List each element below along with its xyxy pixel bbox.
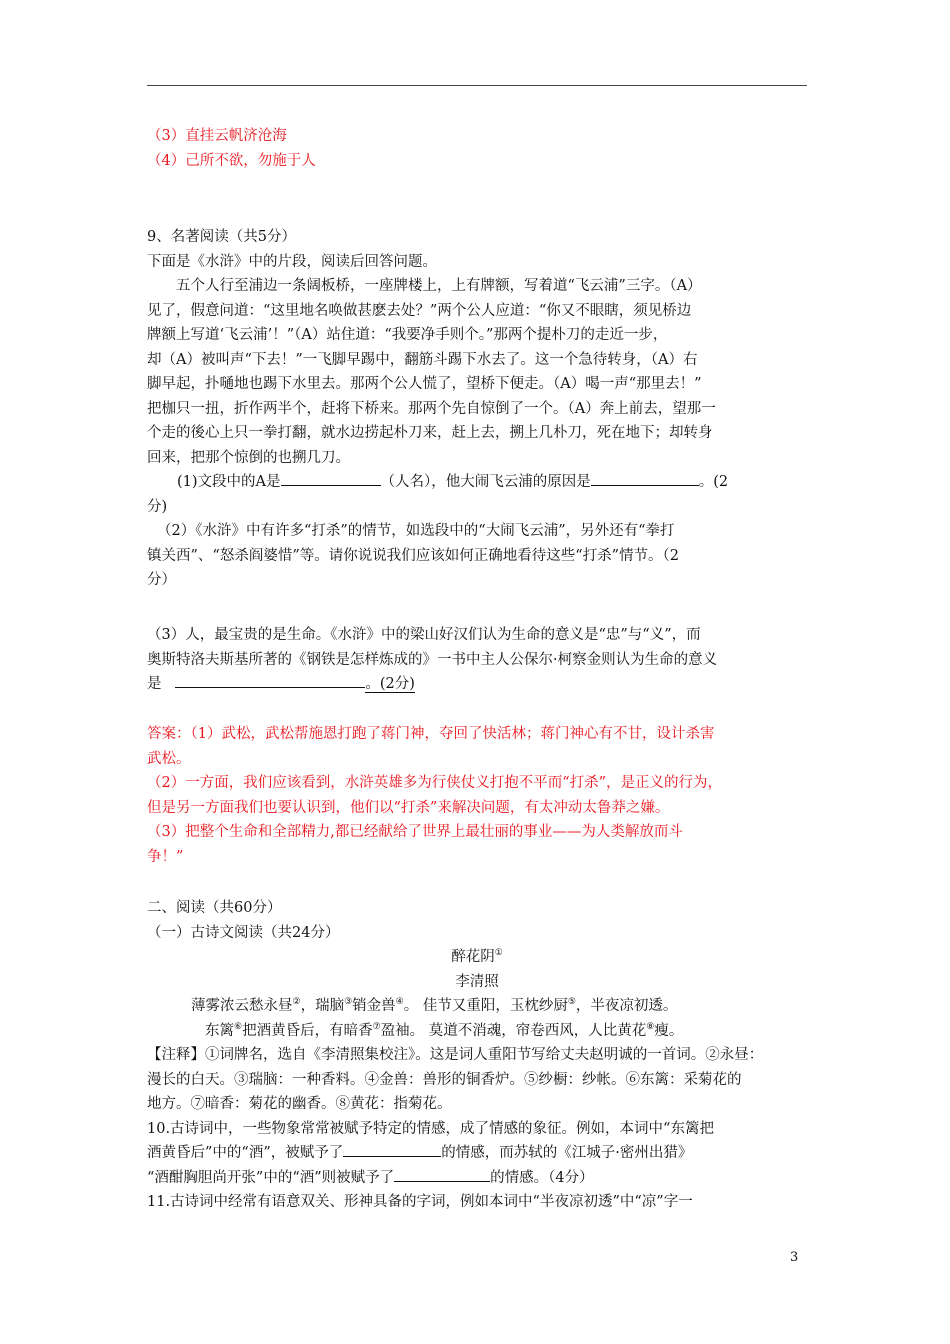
- answer-blank[interactable]: [343, 1142, 441, 1157]
- q9-passage-line: 五个人行至浦边一条阔板桥，一座牌楼上，上有牌额，写着道“飞云浦”三字。（A）: [176, 278, 702, 294]
- answer-line: 武松。: [147, 750, 191, 767]
- q9-passage-line: 见了，假意问道：“这里地名唤做甚麽去处？”两个公人应道：“你又不眼瞎，须见桥边: [147, 302, 692, 319]
- answer-blank[interactable]: [394, 1167, 490, 1182]
- poem-text: ，瑞脑: [300, 998, 345, 1014]
- question-9: [147, 225, 807, 593]
- poem-text: 销金兽: [352, 998, 396, 1014]
- poem-text: 薄雾浓云愁永昼: [191, 998, 293, 1014]
- q9-sub3-text: 。(2分): [365, 676, 415, 692]
- q9-answers: [147, 722, 807, 869]
- q10-text: “酒酣胸胆尚开张”中的“酒”则被赋予了: [147, 1169, 395, 1186]
- footnote-mark: ⑦: [372, 1021, 381, 1032]
- page-number: 3: [790, 1250, 799, 1265]
- poem-text: ，半夜凉初透。: [575, 998, 678, 1014]
- footnote-mark: ⑤: [567, 997, 576, 1008]
- answer-blank[interactable]: [281, 471, 381, 486]
- footnote-mark: ②: [292, 997, 301, 1008]
- answer-line: 争！”: [147, 848, 184, 865]
- poem-line-1: [147, 994, 807, 1019]
- q9-sub3-text: 是: [147, 676, 162, 692]
- q9-sub2: [147, 519, 807, 593]
- q9-sub2-line: 镇关西”、“怒杀阎婆惜”等。请你说说我们应该如何正确地看待这些“打杀”情节。（2: [147, 547, 680, 564]
- q9-passage-line: 牌额上写道‘飞云浦’！”（A）站住道：“我要净手则个。”那两个提朴刀的走近一步，: [147, 327, 668, 343]
- answer-blank[interactable]: [591, 471, 699, 486]
- q9-passage-line: 把枷只一扭，折作两半个，赶将下桥来。那两个先自惊倒了一个。（A）奔上前去，望那一: [147, 400, 716, 417]
- q10-line: [147, 1166, 807, 1191]
- poem-line-2: [147, 1019, 807, 1044]
- q10-line: [147, 1141, 807, 1166]
- q9-title: 9、名著阅读（共5分）: [147, 229, 296, 245]
- q10-text: 的情感，而苏轼的《江城子·密州出猎》: [441, 1145, 693, 1161]
- section-2-sub: （一）古诗文阅读（共24分）: [147, 924, 340, 941]
- poem-text: 。 佳节又重阳，玉枕纱厨: [403, 998, 568, 1014]
- answer-line: 但是另一方面我们也要认识到，他们以“打杀”来解决问题，有太冲动太鲁莽之嫌。: [147, 799, 670, 816]
- q9-sub3-line: （3）人，最宝贵的是生命。《水浒》中的梁山好汉们认为生命的意义是“忠”与“义”，而: [147, 627, 701, 643]
- footnote-mark: ⑥: [234, 1021, 243, 1032]
- footnote-mark: ①: [494, 948, 503, 959]
- q9-sub3: [147, 623, 807, 697]
- notes-line: 地方。⑦暗香：菊花的幽香。⑧黄花：指菊花。: [147, 1096, 452, 1112]
- q9-sub2-line: （2）《水浒》中有许多“打杀”的情节，如选段中的“大闹飞云浦”，另外还有“拳打: [157, 523, 675, 539]
- q9-passage-line: 却（A）被叫声“下去！”一飞脚早踢中，翻筋斗踢下水去了。这一个急待转身，（A）右: [147, 351, 698, 368]
- section-2-title: 二、阅读（共60分）: [147, 900, 282, 916]
- poet-name: 李清照: [455, 973, 499, 990]
- answer-line: 答案：（1）武松，武松帮施恩打跑了蒋门神，夺回了快活林；蒋门神心有不甘，设计杀害: [147, 726, 715, 742]
- answer-blank[interactable]: [175, 673, 365, 688]
- q9-sub1-text: (1)文段中的A是: [177, 474, 281, 490]
- footnote-mark: ④: [395, 997, 404, 1008]
- answer-line: （3）直挂云帆济沧海: [147, 128, 287, 144]
- q9-sub2-line: 分）: [147, 572, 176, 588]
- section-2: [147, 896, 807, 1215]
- poem-text: 盈袖。 莫道不消魂，帘卷西风，人比黄花: [380, 1022, 647, 1039]
- q9-passage-line: 回来，把那个惊倒的也搠几刀。: [147, 449, 350, 466]
- answer-line: （4）己所不欲，勿施于人: [147, 152, 316, 169]
- footnote-mark: ⑧: [646, 1021, 655, 1032]
- poem-title: [147, 945, 807, 970]
- poem-text: 东篱: [205, 1022, 234, 1039]
- q10-line: 10.古诗词中，一些物象常常被赋予特定的情感，成了情感的象征。例如，本词中“东篱把: [147, 1120, 714, 1137]
- q9-passage-line: 个走的後心上只一拳打翻，就水边捞起朴刀来，赶上去，搠上几朴刀，死在地下；却转身: [147, 425, 713, 441]
- q9-sub1-text: 。(2: [698, 474, 729, 490]
- footnote-mark: ③: [344, 997, 353, 1008]
- notes-line: 漫长的白天。③瑞脑：一种香料。④金兽：兽形的铜香炉。⑤纱橱：纱帐。⑥东篱：采菊花的: [147, 1071, 742, 1088]
- q9-sub3-last: [147, 672, 807, 697]
- answer-line: （3）把整个生命和全部精力,都已经献给了世界上最壮丽的事业——为人类解放而斗: [147, 824, 683, 840]
- q9-sub1-cont: 分): [147, 498, 168, 515]
- q10-text: 酒黄昏后”中的“酒”，被赋予了: [147, 1145, 344, 1161]
- poem-text: 瘦。: [654, 1022, 684, 1039]
- q11-line: 11.古诗词中经常有语意双关、形神具备的字词，例如本词中“半夜凉初透”中“凉”字一: [147, 1194, 693, 1210]
- q9-passage-line: 脚早起，扑嗵地也踢下水里去。那两个公人慌了，望桥下便走。（A）喝一声“那里去！”: [147, 376, 702, 392]
- q9-intro: 下面是《水浒》中的片段，阅读后回答问题。: [147, 253, 437, 270]
- q9-sub1: [147, 470, 807, 495]
- top-answers: [147, 124, 807, 173]
- q9-sub3-line: 奥斯特洛夫斯基所著的《钢铁是怎样炼成的》一书中主人公保尔·柯察金则认为生命的意义: [147, 651, 718, 668]
- q9-sub1-text: （人名），他大闹飞云浦的原因是: [380, 474, 591, 490]
- poem-title-text: 醉花阴: [451, 949, 495, 965]
- poem-text: 把酒黄昏后，有暗香: [242, 1022, 373, 1039]
- header-rule: [147, 85, 807, 86]
- notes-line: 【注释】①词牌名，选自《李清照集校注》。这是词人重阳节写给丈夫赵明诚的一首词。②永昼：: [147, 1047, 764, 1063]
- q10-text: 的情感。（4分）: [490, 1169, 594, 1186]
- answer-line: （2）一方面，我们应该看到，水浒英雄多为行侠仗义打抱不平而“打杀”，是正义的行为，: [147, 775, 723, 791]
